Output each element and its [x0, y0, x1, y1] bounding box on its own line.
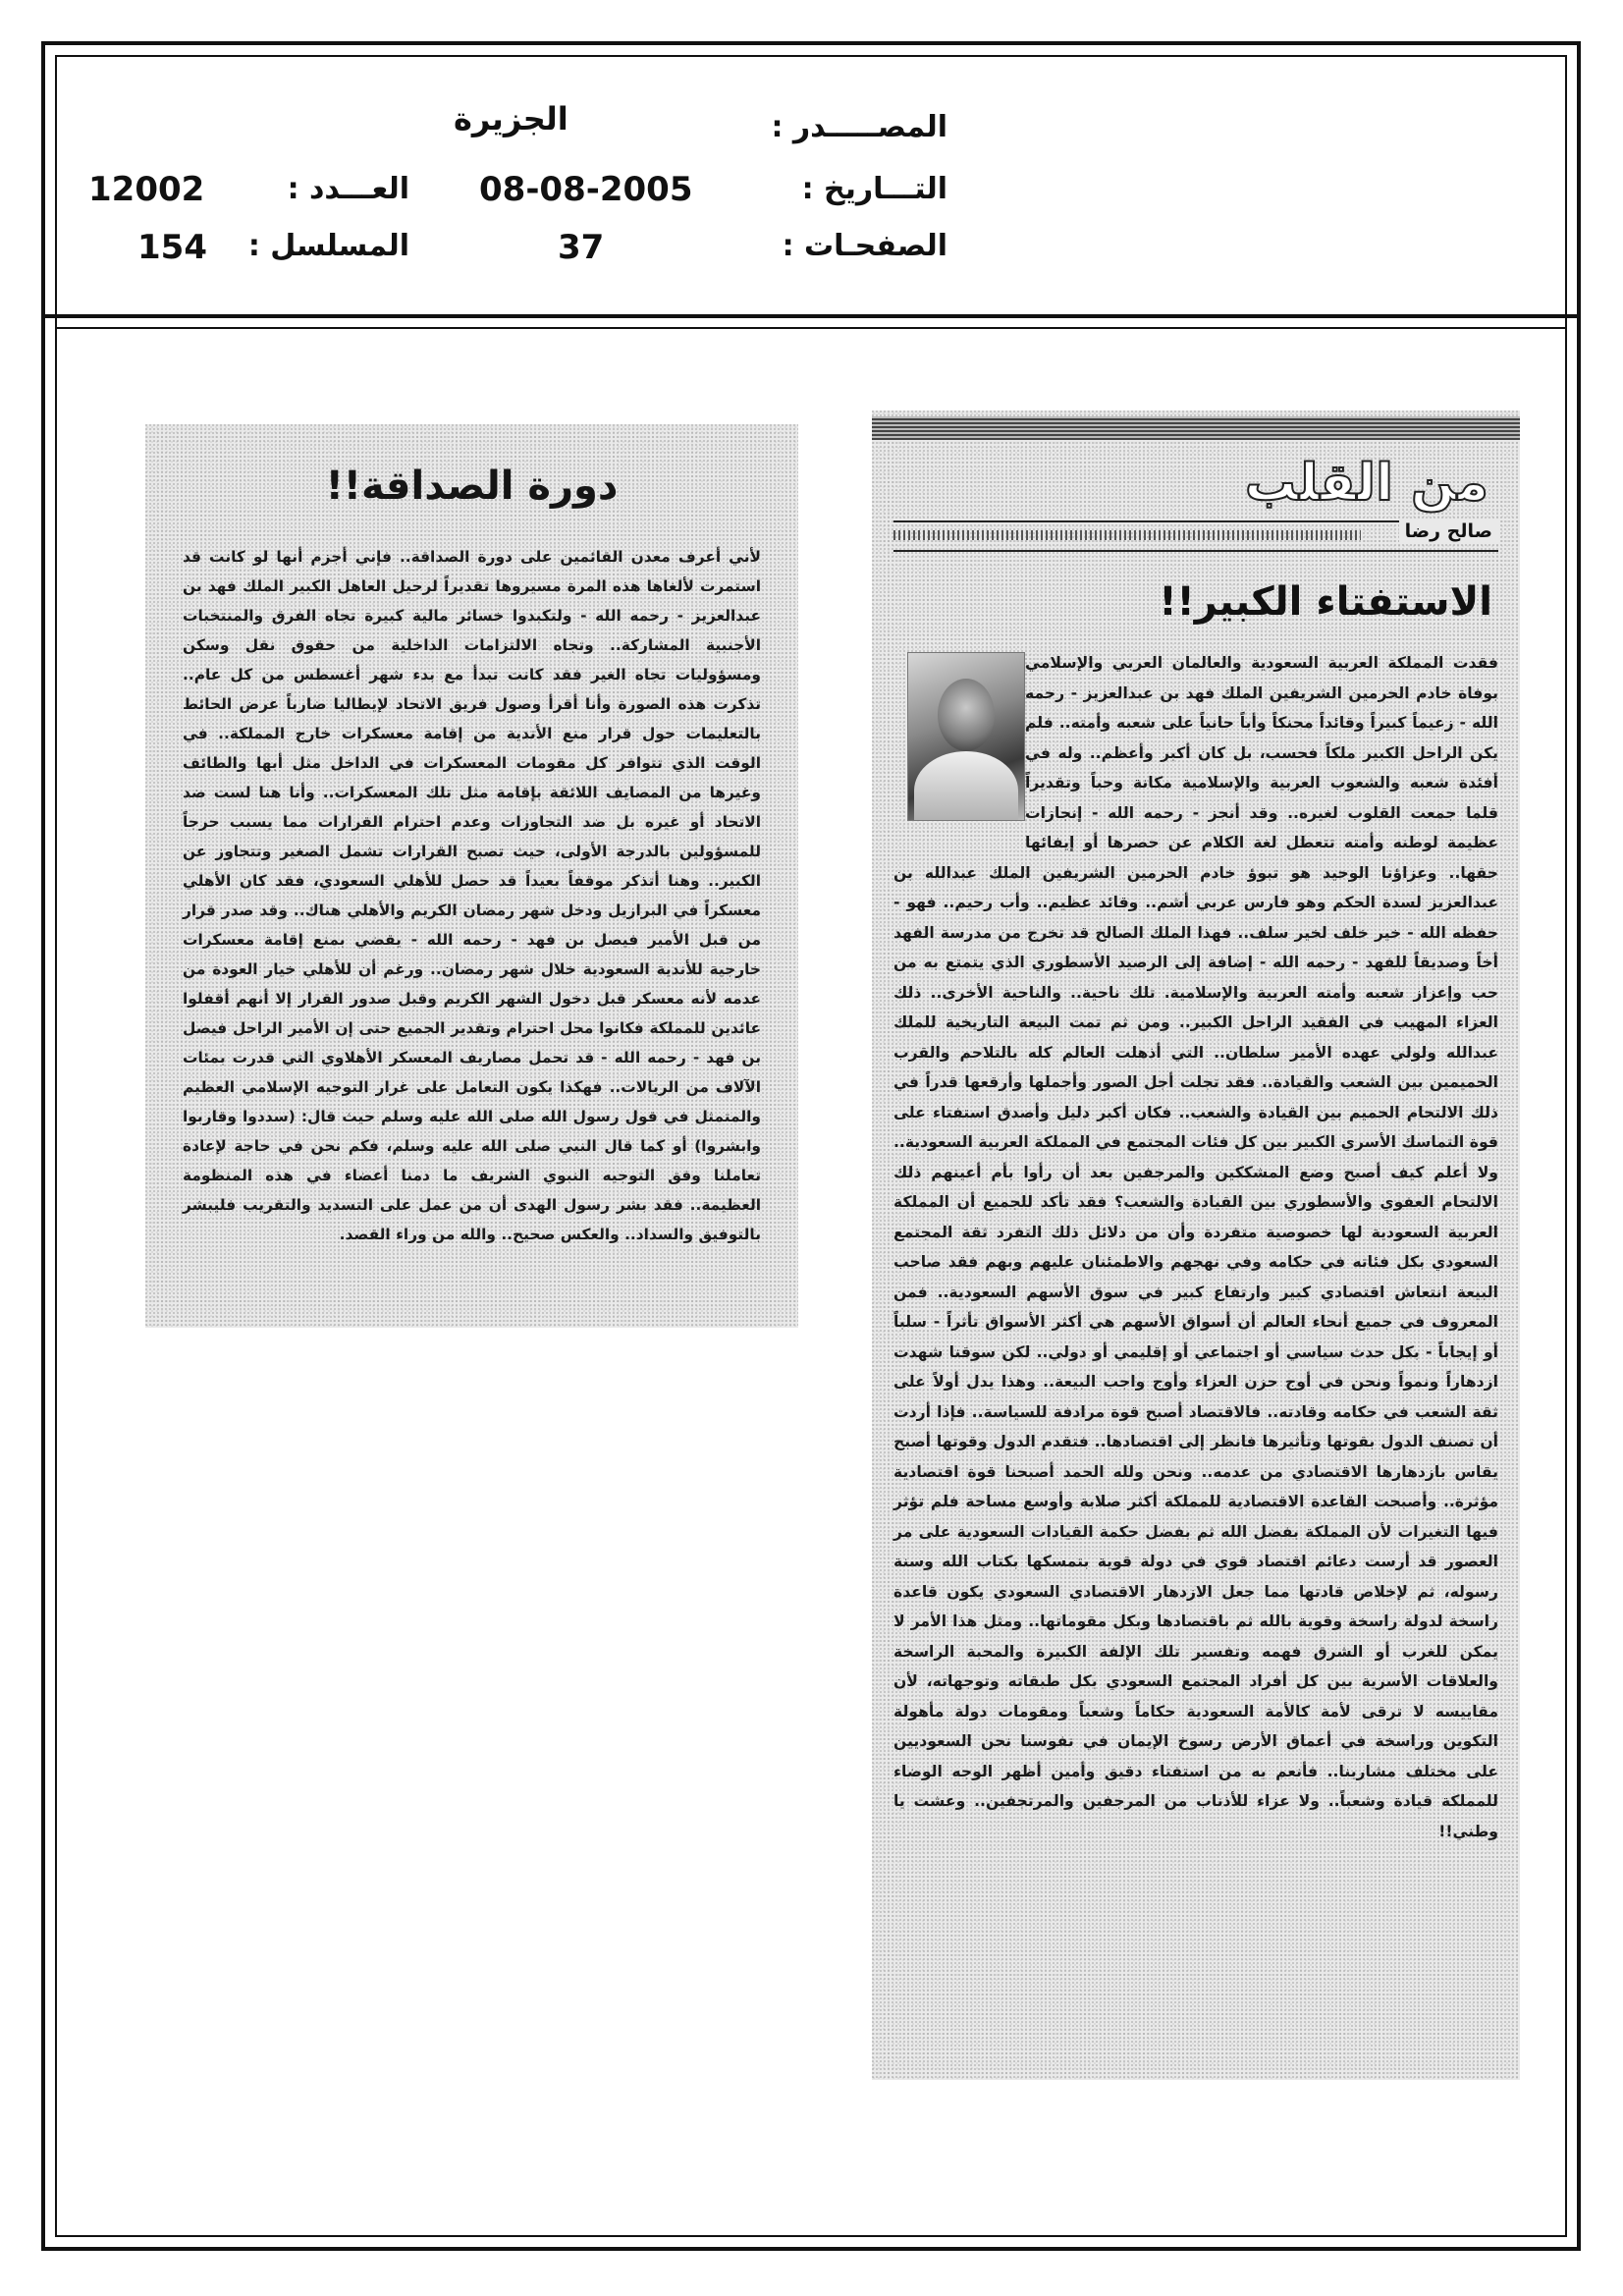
serial-value: 154	[137, 228, 207, 267]
right-article-title: الاستفتاء الكبير!!	[1159, 579, 1492, 625]
right-article-clipping	[872, 410, 1520, 2080]
issue-label: العـــدد :	[287, 172, 409, 206]
serial-label: المسلسل :	[247, 229, 409, 263]
date-label: التـــاريخ :	[801, 172, 947, 206]
column-name: من القلب	[1244, 454, 1488, 513]
source-label: المصـــــدر :	[771, 110, 947, 144]
column-header-bar	[872, 416, 1520, 440]
right-article-body: فقدت المملكة العربية السعودية والعالمان العربي والإسلامي بوفاة خادم الحرمين الشريفين الملك فهد بن عبدالعزيز - رحمه الله - زعيماً كبيراً وقائداً محنكاً وأباً حانياً على شعبه وأمته.. فلم يكن الراحل الكبير ملكاً فحسب، بل كان أكبر وأعظم.. وله في أفئدة شعبه والشعوب العربية والإسلامية مكانة وحباً وتقديراً قلما جمعت القلوب لغيره.. وقد أنجز - رحمه الله - إنجازات عظيمة لوطنه وأمته تتعطل لغة الكلام عن حصرها أو إيفائها حقها.. وعزاؤنا الوحيد هو تبوؤ خادم الحرمين الشريفين الملك عبدالله بن عبدالعزيز لسدة الحكم وهو فارس عربي أشم.. وقائد عظيم.. وأب رحيم.. فهو - حفظه الله - خير خلف لخير سلف.. فهذا الملك الصالح قد تخرج من مدرسة الفهد أخاً وصديقاً للفهد - رحمه الله - إضافة إلى الرصيد الأسطوري الذي يتمتع به من حب وإعزاز شعبه وأمته العربية والإسلامية. تلك ناحية.. والناحية الأخرى.. ذلك العزاء المهيب في الفقيد الراحل الكبير.. ومن ثم تمت البيعة التاريخية للملك عبدالله ولولي عهده الأمير سلطان.. التي أذهلت العالم كله بالتلاحم والقرب الحميمين بين الشعب والقيادة.. فقد تجلت أجل الصور وأجملها وأرقعها قدراً في ذلك الالتحام الحميم بين القيادة والشعب.. فكان أكبر دليل وأصدق استفتاء على قوة التماسك الأسري الكبير بين كل فئات المجتمع في المملكة العربية السعودية.. ولا أعلم كيف أصبح وضع المشككين والمرجفين بعد أن رأوا بأم أعينهم ذلك الالتحام العفوي والأسطوري بين القيادة والشعب؟ فقد تأكد للجميع أن المملكة العربية السعودية لها خصوصية متفردة وأن من دلائل ذلك التفرد ثقة المجتمع السعودي بكل فئاته في حكامه وفي نهجهم والاطمئنان عليهم وبهم فقد صاحب البيعة انتعاش اقتصادي كبير وارتفاع كبير في سوق الأسهم السعودية.. فمن المعروف في جميع أنحاء العالم أن أسواق الأسهم هي أكثر الأسواق تأثراً - سلباً أو إيجاباً - بكل حدث سياسي أو اجتماعي أو إقليمي أو دولي.. لكن سوقنا شهدت ازدهاراً ونمواً ونحن في أوج حزن العزاء وأوج واجب البيعة.. وهذا يدل أولاً على ثقة الشعب في حكامه وقادته.. فالاقتصاد أصبح قوة مرادفة للسياسة.. فإذا أردت أن تصنف الدول بقوتها وتأثيرها فانظر إلى اقتصادها.. فتقدم الدول وقوتها أصبح يقاس بازدهارها الاقتصادي من عدمه.. ونحن ولله الحمد أصبحنا قوة اقتصادية مؤثرة.. وأصبحت القاعدة الاقتصادية للمملكة أكثر صلابة وأوسع مساحة فلم تؤثر فيها التغيرات لأن المملكة بفضل الله ثم بفضل حكمة القيادات السعودية على مر العصور قد أرست دعائم اقتصاد قوي في دولة قوية بتمسكها بكتاب الله وسنة رسوله، ثم لإخلاص قادتها مما جعل الازدهار الاقتصادي السعودي يكون قاعدة راسخة لدولة راسخة وقوية بالله ثم باقتصادها وبكل مقوماتها.. ومثل هذا الأمر لا يمكن للغرب أو الشرق فهمه وتفسير تلك الإلفة الكبيرة والمحبة الراسخة والعلاقات الأسرية بين كل أفراد المجتمع السعودي بكل طبقاته وتوجهاته، لأن مقاييسه لا ترقى لأمة كالأمة السعودية حكاماً وشعباً ومقومات دولة مأهولة التكوين وراسخة في أعماق الأرض رسوخ الإيمان في نفوسنا نحن السعوديين على مختلف مشاربنا.. فأنعم به من استفتاء دقيق وأمين أظهر الوجه الوضاء للمملكة قيادة وشعباً.. ولا عزاء للأذناب من المرجفين والمرتجفين.. وعشت يا وطني!!	[893, 654, 1498, 1840]
left-article-title: دورة الصداقة!!	[325, 464, 619, 509]
date-value: 08-08-2005	[479, 170, 693, 209]
pages-label: الصفحـات :	[782, 229, 947, 263]
author-photo-icon	[907, 652, 1025, 821]
left-article-clipping	[145, 424, 798, 1328]
issue-value: 12002	[88, 170, 205, 209]
left-article-body: لأني أعرف معدن القائمين على دورة الصداقة.. فإني أجزم أنها لو كانت قد استمرت لألغاها هذه المرة مسيروها تقديراً لرحيل العاهل الكبير الملك فهد بن عبدالعزيز - رحمه الله - ولتكبدوا خسائر مالية كبيرة تجاه الفرق والمنتخبات الأجنبية المشاركة.. وتجاه الالتزامات الداخلية من حقوق نقل وسكن ومسؤوليات تجاه الغير فقد كانت تبدأ مع بدء شهر أغسطس من كل عام.. تذكرت هذه الصورة وأنا أقرأ وصول فريق الاتحاد لإيطاليا ضارباً عرض الحائط بالتعليمات حول قرار منع الأندية من إقامة معسكرات خارج المملكة.. في الوقت الذي تتوافر كل مقومات المعسكرات في الداخل مثل أبها والطائف وغيرها من المصايف اللائقة بإقامة مثل تلك المعسكرات.. وأنا هنا لست ضد الاتحاد أو غيره بل ضد التجاوزات وعدم احترام القرارات مما يسبب حرجاً للمسؤولين بالدرجة الأولى، حيث تصبح القرارات تشمل الصغير وتتجاوز عن الكبير.. وهنا أتذكر موقفاً بعيداً قد حصل للأهلي السعودي، فقد كان الأهلي معسكراً في البرازيل ودخل شهر رمضان الكريم والأهلي هناك.. وقد صدر قرار من قبل الأمير فيصل بن فهد - رحمه الله - يقضي بمنع إقامة معسكرات خارجية للأندية السعودية خلال شهر رمضان.. ورغم أن للأهلي خيار العودة من عدمه لأنه معسكر قبل دخول الشهر الكريم وقبل صدور القرار إلا أنهم أقفلوا عائدين للمملكة فكانوا محل احترام وتقدير الجميع حتى إن الأمير الراحل فيصل بن فهد - رحمه الله - قد تحمل مصاريف المعسكر الأهلاوي التي قدرت بمئات الآلاف من الريالات.. فهكذا يكون التعامل على غرار التوجيه الإسلامي العظيم والمتمثل في قول رسول الله صلى الله عليه وسلم حيث قال: (سددوا وقاربوا وابشروا) أو كما قال النبي صلى الله عليه وسلم، فكم نحن في حاجة لإعادة تعاملنا وفق التوجيه النبوي الشريف ما دمنا أعضاء في هذه المنظومة العظيمة.. فقد بشر رسول الهدى أن من عمل على التسديد والتقريب فليبشر بالتوفيق والسداد.. والعكس صحيح.. والله من وراء القصد.	[183, 548, 761, 1243]
pages-value: 37	[558, 228, 605, 267]
author-row	[893, 520, 1498, 552]
header-divider	[41, 314, 1581, 318]
header-divider-inner	[55, 327, 1567, 329]
source-value: الجزيرة	[454, 100, 568, 137]
author-name: صالح رضا	[1399, 520, 1498, 542]
